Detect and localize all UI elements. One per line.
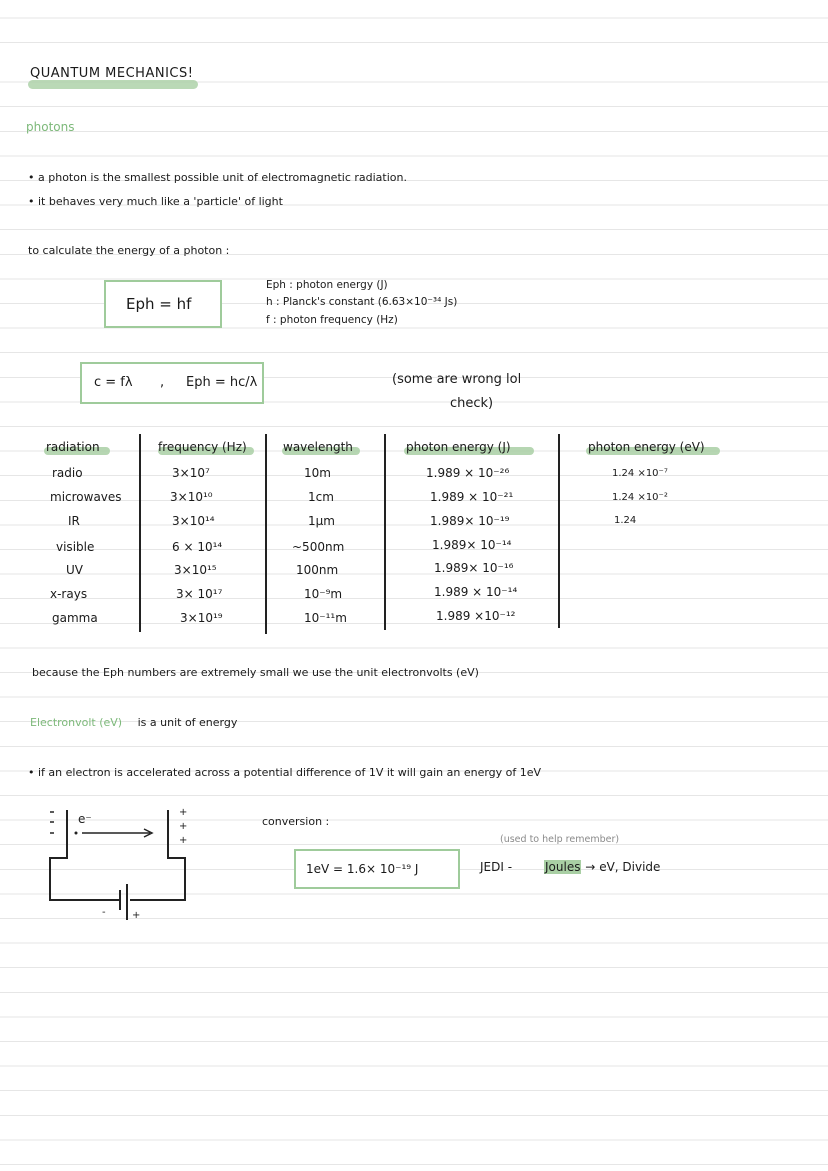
circuit-wire-right [130,850,185,900]
bullet-2: • it behaves very much like a 'particle' of light [28,195,283,208]
page-title: QUANTUM MECHANICS! [30,66,194,81]
cell-wavelength: 10⁻¹¹m [304,611,347,625]
ev-definition-text: is a unit of energy [137,716,238,729]
cell-energy-j: 1.989 × 10⁻²⁶ [426,466,510,480]
cell-energy-ev: 1.24 ×10⁻⁷ [612,468,668,479]
cell-frequency: 3×10⁷ [172,466,210,480]
formula-box-wave [80,362,264,404]
bullet-2-text: it behaves very much like a 'particle' of light [38,195,283,208]
cell-energy-j: 1.989 × 10⁻²¹ [430,490,514,504]
cell-frequency: 3×10¹⁰ [170,490,213,504]
cell-frequency: 3×10¹⁵ [174,563,217,577]
bullet-3: • if an electron is accelerated across a potential difference of 1V it will gain an energy of 1eV [28,766,542,779]
circuit-wire-left [50,850,120,900]
cell-frequency: 6 × 10¹⁴ [172,540,223,554]
bullet-3-text: if an electron is accelerated across a potential difference of 1V it will gain an energy of 1eV [38,766,542,779]
table-header-energy-ev: photon energy (eV) [588,440,705,454]
cell-energy-j: 1.989 ×10⁻¹² [436,609,516,623]
plus-sign: + [179,807,188,818]
legend-f: f : photon frequency (Hz) [266,314,398,326]
battery-minus: - [102,907,106,918]
table-header-wavelength: wavelength [283,440,353,454]
cell-energy-ev: 1.24 ×10⁻² [612,492,668,503]
plus-sign: + [179,835,188,846]
cell-radiation: radio [52,466,83,480]
cell-energy-j: 1.989× 10⁻¹⁴ [432,538,512,552]
cell-energy-j: 1.989 × 10⁻¹⁴ [434,585,518,599]
cell-radiation: visible [56,540,95,554]
conversion-box [294,849,460,889]
cell-energy-j: 1.989× 10⁻¹⁶ [434,561,514,575]
calc-intro: to calculate the energy of a photon : [28,244,230,257]
formula-comma: , [160,375,165,390]
table-divider [139,434,141,632]
cell-energy-ev: 1.24 [614,515,637,526]
note-wrong-2: check) [450,396,494,411]
formula-box-main [104,280,222,328]
formula-main: Eph = hf [126,295,192,313]
formula-c: c = fλ [94,375,133,390]
mnemonic-arrow: → [585,860,596,874]
used-to-help-note: (used to help remember) [500,834,620,845]
circuit-diagram [30,800,200,930]
cell-energy-j: 1.989× 10⁻¹⁹ [430,514,510,528]
formula-eph-lambda: Eph = hc/λ [186,375,258,390]
cell-wavelength: 10m [304,466,331,480]
jedi-label: JEDI - [480,860,513,874]
cell-wavelength: 10⁻⁹m [304,587,343,601]
plus-sign: + [179,821,188,832]
because-line: because the Eph numbers are extremely small we use the unit electronvolts (eV) [32,666,479,679]
cell-radiation: IR [68,514,80,528]
conversion-formula: 1eV = 1.6× 10⁻¹⁹ J [306,862,419,876]
table-header-frequency: frequency (Hz) [158,440,247,454]
note-wrong-1: (some are wrong lol [392,372,522,387]
cell-wavelength: 1cm [308,490,334,504]
table-header-energy-j: photon energy (J) [406,440,511,454]
table-header-radiation: radiation [46,440,100,454]
mnemonic-divide: Divide [622,860,661,874]
bullet-1: • a photon is the smallest possible unit of electromagnetic radiation. [28,171,407,184]
mnemonic-j: Joules [545,860,581,874]
table-divider [384,434,386,630]
cell-radiation: UV [66,563,83,577]
cell-radiation: microwaves [50,490,122,504]
section-photons: photons [26,120,75,134]
table-divider [558,434,560,628]
battery-plus: + [132,910,141,921]
bullet-1-text: a photon is the smallest possible unit of electromagnetic radiation. [38,171,407,184]
table-divider [265,434,267,634]
legend-h: h : Planck's constant (6.63×10⁻³⁴ Js) [266,296,458,308]
electron-dot [75,832,78,835]
cell-wavelength: 100nm [296,563,339,577]
jedi-mnemonic [544,860,660,874]
ev-definition-term: Electronvolt (eV) [30,716,123,729]
title-highlight [28,80,198,89]
cell-radiation: x-rays [50,587,88,601]
cell-frequency: 3×10¹⁹ [180,611,223,625]
electron-label: e⁻ [78,812,92,826]
cell-frequency: 3×10¹⁴ [172,514,215,528]
cell-frequency: 3× 10¹⁷ [176,587,223,601]
cell-radiation: gamma [52,611,98,625]
ev-definition [30,716,237,729]
conversion-label: conversion : [262,815,330,828]
cell-wavelength: 1μm [308,514,335,528]
mnemonic-ev: eV, [599,860,619,874]
legend-eph: Eph : photon energy (J) [266,279,388,291]
cell-wavelength: ~500nm [292,540,345,554]
